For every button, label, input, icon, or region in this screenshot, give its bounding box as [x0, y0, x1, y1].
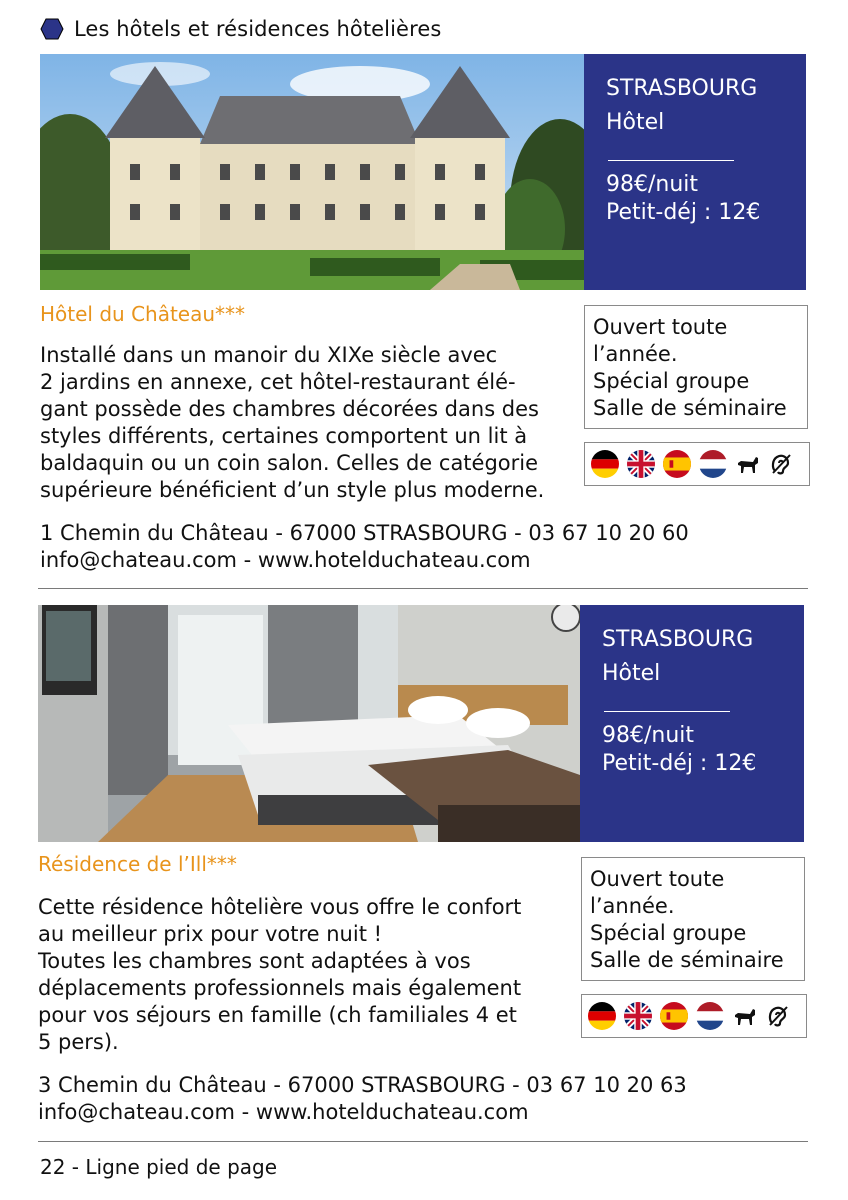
features-box: [581, 857, 805, 981]
description-line: au meilleur prix pour votre nuit !: [38, 922, 383, 946]
description-line: Cette résidence hôtelière vous offre le confort: [38, 895, 522, 919]
description-line: 5 pers).: [38, 1030, 119, 1054]
german-flag-icon: [588, 1002, 616, 1030]
description-line: supérieure bénéficient d’un style plus moderne.: [40, 478, 545, 502]
german-flag-icon: [591, 450, 619, 478]
breakfast-price-label: Petit-déj : 12€: [602, 751, 757, 776]
feature-line: l’année.: [593, 342, 678, 366]
services-icons-box: [584, 442, 810, 486]
uk-flag-icon: [627, 450, 655, 478]
description-line: 2 jardins en annexe, cet hôtel-restaurant élé-: [40, 370, 516, 394]
hotel-photo-bedroom: [38, 605, 580, 842]
feature-line: l’année.: [590, 894, 675, 918]
description-line: styles différents, certaines comportent un lit à: [40, 424, 528, 448]
description-line: baldaquin ou un coin salon. Celles de catégorie: [40, 451, 539, 475]
city-label: STRASBOURG: [606, 76, 758, 101]
type-label: Hôtel: [606, 110, 665, 135]
address-line: 3 Chemin du Château - 67000 STRASBOURG - 03 67 10 20 63: [38, 1073, 687, 1097]
hotel-photo-castle: [40, 54, 584, 290]
price-label: 98€/nuit: [602, 723, 695, 748]
feature-line: Salle de séminaire: [593, 396, 787, 420]
type-label: Hôtel: [602, 661, 661, 686]
description-line: pour vos séjours en famille (ch familiales 4 et: [38, 1003, 517, 1027]
hearing-loop-icon: [765, 1003, 791, 1029]
breakfast-price-label: Petit-déj : 12€: [606, 200, 761, 225]
description-line: déplacements professionnels mais également: [38, 976, 522, 1000]
web-line: info@chateau.com - www.hotelduchateau.com: [38, 1100, 529, 1124]
info-divider: [608, 160, 734, 161]
feature-line: Spécial groupe: [590, 921, 747, 945]
section-title: Les hôtels et résidences hôtelières: [74, 17, 442, 41]
uk-flag-icon: [624, 1002, 652, 1030]
description-line: Installé dans un manoir du XIXe siècle avec: [40, 343, 498, 367]
netherlands-flag-icon: [696, 1002, 724, 1030]
hotel-description: [38, 894, 521, 1056]
footer-divider: [38, 1141, 808, 1142]
hotel-info-box: [584, 54, 806, 290]
feature-line: Salle de séminaire: [590, 948, 784, 972]
hexagon-bullet-icon: [40, 18, 64, 40]
feature-line: Spécial groupe: [593, 369, 750, 393]
feature-line: Ouvert toute: [593, 315, 728, 339]
features-box: [584, 305, 808, 429]
price-label: 98€/nuit: [606, 172, 699, 197]
info-divider: [604, 711, 730, 712]
hotel-name: Hôtel du Château***: [40, 302, 246, 326]
page-footer: 22 - Ligne pied de page: [40, 1155, 278, 1179]
netherlands-flag-icon: [699, 450, 727, 478]
spain-flag-icon: [663, 450, 691, 478]
pets-allowed-icon: [732, 1003, 758, 1029]
hearing-loop-icon: [768, 451, 794, 477]
feature-line: Ouvert toute: [590, 867, 725, 891]
pets-allowed-icon: [735, 451, 761, 477]
section-divider: [38, 588, 808, 589]
spain-flag-icon: [660, 1002, 688, 1030]
web-line: info@chateau.com - www.hotelduchateau.com: [40, 548, 531, 572]
hotel-description: [40, 342, 544, 504]
hotel-info-box: [580, 605, 804, 842]
hotel-contact: [40, 520, 689, 574]
section-header: [40, 14, 441, 44]
hotel-contact: [38, 1072, 687, 1126]
services-icons-box: [581, 994, 807, 1038]
description-line: Toutes les chambres sont adaptées à vos: [38, 949, 471, 973]
city-label: STRASBOURG: [602, 627, 754, 652]
address-line: 1 Chemin du Château - 67000 STRASBOURG - 03 67 10 20 60: [40, 521, 689, 545]
hotel-name: Résidence de l’Ill***: [38, 852, 237, 876]
description-line: gant possède des chambres décorées dans des: [40, 397, 539, 421]
